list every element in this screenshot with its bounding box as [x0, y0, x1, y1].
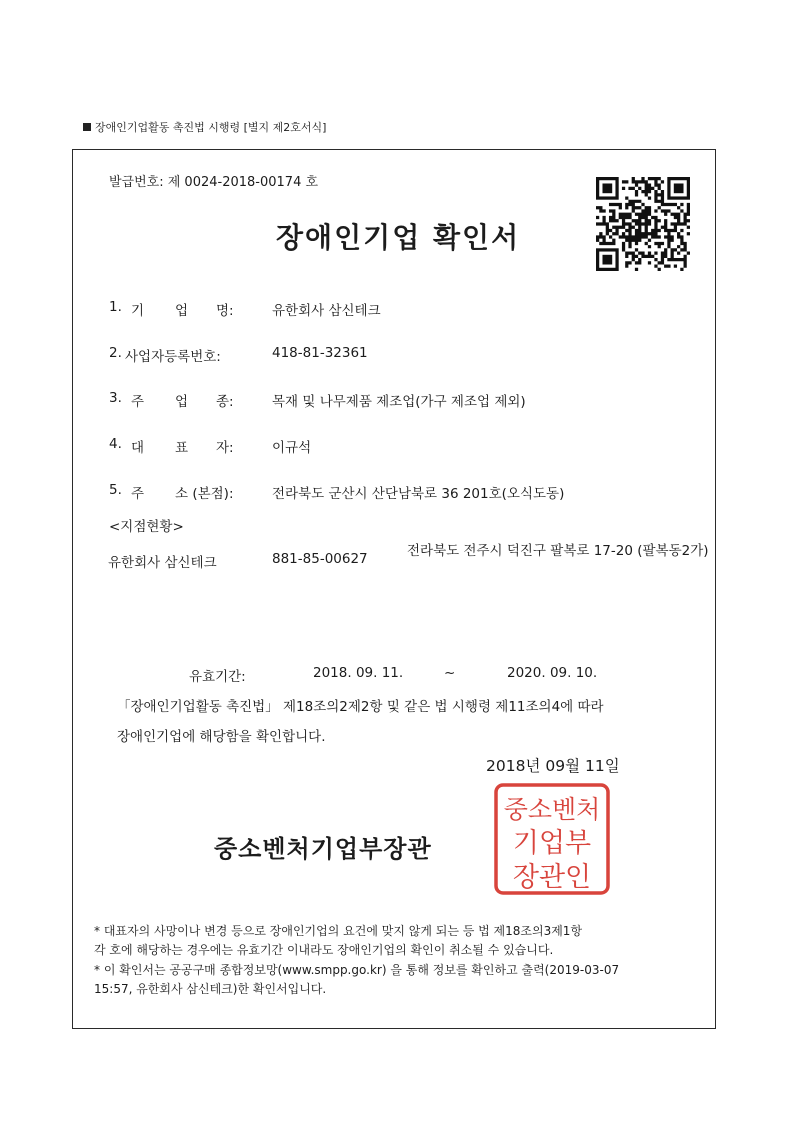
field-industry-char3: 종: [216, 394, 234, 410]
form-reference [83, 119, 326, 135]
address-value: 전라북도 군산시 산단남북로 36 201호(오식도동) [272, 486, 565, 502]
field-address-char2: 소 (본점): [175, 486, 234, 502]
note-line-2: 각 호에 해당하는 경우에는 유효기간 이내라도 장애인기업의 확인이 취소될 수 있습니다. [94, 943, 554, 957]
ceo-name-value: 이규석 [272, 440, 312, 456]
certificate-frame [72, 149, 716, 1029]
issue-number: 발급번호: 제 0024-2018-00174 호 [109, 175, 319, 190]
field-address-char1: 주 [131, 486, 145, 502]
qr-code-icon [596, 177, 690, 271]
branch-address: 전라북도 전주시 덕진구 팔복로 17-20 (팔복동2가) [407, 543, 709, 559]
validity-separator: ~ [444, 665, 456, 681]
note-line-1: * 대표자의 사망이나 변경 등으로 장애인기업의 요건에 맞지 않게 되는 등 법 제18조의3제1항 [94, 924, 583, 938]
note-line-3: * 이 확인서는 공공구매 종합정보망(www.smpp.go.kr) 을 통해 정보를 확인하고 출력(2019-03-07 [94, 963, 620, 977]
seal-line-1: 중소벤처 [503, 795, 601, 824]
validity-label: 유효기간: [189, 669, 246, 685]
field-industry-char1: 주 [131, 394, 145, 410]
legal-basis-line-1: 「장애인기업활동 촉진법」 제18조의2제2항 및 같은 법 시행령 제11조의4에 따라 [117, 699, 604, 715]
field-ceo-num: 4. [109, 436, 122, 452]
issuer-title: 중소벤처기업부장관 [214, 835, 432, 863]
square-bullet-icon [83, 123, 91, 131]
bizreg-number-value: 418-81-32361 [272, 345, 368, 361]
field-ceo-char1: 대 [131, 440, 145, 456]
field-bizreg-label: 사업자등록번호: [125, 349, 221, 365]
validity-to: 2020. 09. 10. [507, 665, 598, 681]
field-bizreg-num: 2. [109, 345, 122, 361]
field-industry-num: 3. [109, 390, 122, 406]
issue-date: 2018년 09월 11일 [486, 757, 620, 775]
field-company-num: 1. [109, 299, 122, 315]
field-ceo-char2: 표 [175, 440, 189, 456]
branch-name: 유한회사 삼신테크 [108, 555, 217, 571]
field-address-num: 5. [109, 482, 122, 498]
official-seal-icon [493, 782, 611, 896]
legal-basis-line-2: 장애인기업에 해당함을 확인합니다. [117, 729, 326, 745]
document-title: 장애인기업 확인서 [276, 221, 521, 254]
seal-line-3: 장관인 [512, 862, 592, 893]
field-company-char2: 업 [175, 303, 189, 319]
branch-heading: <지점현황> [109, 519, 184, 535]
field-company-char3: 명: [216, 303, 234, 319]
field-ceo-char3: 자: [216, 440, 234, 456]
branch-reg-number: 881-85-00627 [272, 551, 368, 567]
field-industry-char2: 업 [175, 394, 189, 410]
field-company-char1: 기 [131, 303, 145, 319]
seal-line-2: 기업부 [512, 828, 592, 859]
company-name-value: 유한회사 삼신테크 [272, 303, 381, 319]
form-reference-text: 장애인기업활동 촉진법 시행령 [별지 제2호서식] [95, 121, 327, 134]
validity-from: 2018. 09. 11. [313, 665, 404, 681]
industry-value: 목재 및 나무제품 제조업(가구 제조업 제외) [272, 394, 526, 410]
note-line-4: 15:57, 유한회사 삼신테크)한 확인서입니다. [94, 982, 327, 996]
